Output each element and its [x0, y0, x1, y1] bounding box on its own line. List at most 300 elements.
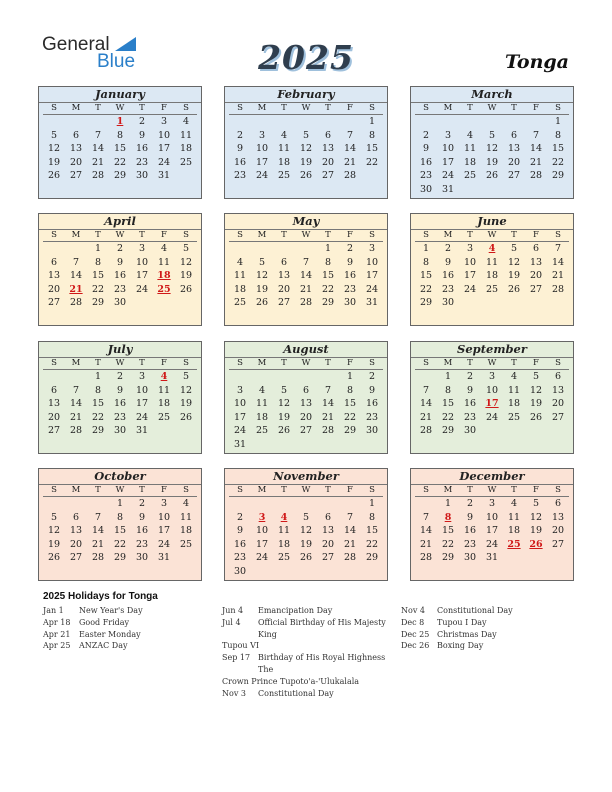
weekday-header: S	[43, 485, 65, 497]
holiday-day: 17	[485, 398, 499, 410]
calendar-day: 19	[507, 270, 521, 282]
calendar-day: 12	[47, 525, 61, 537]
calendar-day: 3	[368, 243, 376, 254]
weekday-header: T	[503, 485, 525, 497]
calendar-day: 22	[321, 283, 335, 295]
calendar-day: 17	[485, 525, 499, 537]
calendar-day: 14	[69, 270, 83, 282]
brand-general-text: General	[42, 34, 110, 55]
calendar-day: 15	[91, 398, 105, 410]
empty-day	[437, 115, 459, 129]
weekday-header: T	[459, 103, 481, 115]
calendar-day: 3	[488, 498, 496, 509]
weekday-header: W	[481, 103, 503, 115]
empty-day	[229, 370, 251, 384]
calendar-day: 23	[135, 156, 149, 168]
weekday-header: M	[437, 485, 459, 497]
calendar-day: 30	[463, 425, 477, 437]
calendar-day: 26	[507, 283, 521, 295]
month-september	[410, 341, 574, 454]
weekday-header: W	[295, 103, 317, 115]
weekday-header: S	[547, 358, 569, 370]
calendar-day: 29	[113, 552, 127, 564]
calendar-day: 29	[365, 552, 379, 564]
weekday-header: T	[317, 103, 339, 115]
calendar-day: 12	[507, 256, 521, 268]
calendar-day: 16	[233, 156, 247, 168]
calendar-day: 23	[233, 552, 247, 564]
weekday-header: S	[229, 103, 251, 115]
month-title: December	[411, 469, 573, 485]
calendar-day: 17	[365, 270, 379, 282]
calendar-day: 19	[179, 270, 193, 282]
calendar-day: 19	[299, 538, 313, 550]
calendar-day: 18	[507, 525, 521, 537]
calendar-day: 27	[47, 297, 61, 309]
calendar-day: 8	[94, 256, 102, 268]
month-title: May	[225, 214, 387, 230]
calendar-day: 29	[441, 425, 455, 437]
calendar-day: 18	[485, 270, 499, 282]
calendar-day: 10	[157, 511, 171, 523]
calendar-day: 21	[91, 538, 105, 550]
calendar-day: 4	[258, 384, 266, 396]
holiday-name: Birthday of His Royal Highness The	[258, 653, 386, 674]
calendar-day: 7	[422, 511, 430, 523]
weekday-header: F	[339, 485, 361, 497]
calendar-day: 4	[466, 129, 474, 141]
calendar-day: 17	[463, 270, 477, 282]
calendar-day: 1	[444, 371, 452, 382]
calendar-day: 5	[50, 511, 58, 523]
calendar-day: 26	[299, 552, 313, 564]
calendar-day: 25	[157, 411, 171, 423]
weekday-header: T	[273, 358, 295, 370]
country-name: Tonga	[504, 51, 569, 73]
calendar-day: 17	[135, 270, 149, 282]
weekday-header: S	[415, 230, 437, 242]
weekday-header: F	[153, 358, 175, 370]
empty-day	[459, 115, 481, 129]
weekday-header: T	[317, 485, 339, 497]
calendar-day: 28	[69, 425, 83, 437]
calendar-day: 21	[343, 538, 357, 550]
holiday-name: Easter Monday	[79, 629, 141, 639]
weekday-header: S	[175, 230, 197, 242]
calendar-day: 19	[299, 156, 313, 168]
calendar-day: 12	[299, 143, 313, 155]
calendar-day: 13	[299, 398, 313, 410]
calendar-day: 13	[551, 511, 565, 523]
weekday-header: F	[153, 103, 175, 115]
calendar-day: 26	[47, 552, 61, 564]
weekday-header: F	[339, 358, 361, 370]
holiday-day: 21	[69, 283, 83, 295]
weekday-header: T	[87, 230, 109, 242]
calendar-day: 13	[321, 143, 335, 155]
calendar-day: 5	[488, 129, 496, 141]
calendar-day: 5	[258, 256, 266, 268]
calendar-day: 24	[463, 283, 477, 295]
empty-day	[251, 242, 273, 256]
weekday-header: T	[503, 230, 525, 242]
calendar-day: 12	[529, 511, 543, 523]
calendar-day: 18	[179, 143, 193, 155]
calendar-day: 25	[179, 156, 193, 168]
holiday-name: Official Birthday of His Majesty King	[258, 617, 386, 639]
weekday-header: S	[361, 358, 383, 370]
calendar-day: 23	[441, 283, 455, 295]
calendar-day: 8	[422, 256, 430, 268]
calendar-day: 3	[236, 384, 244, 396]
calendar-day: 8	[116, 511, 124, 523]
calendar-day: 24	[255, 552, 269, 564]
calendar-day: 8	[116, 129, 124, 141]
calendar-day: 2	[236, 129, 244, 141]
calendar-day: 20	[277, 283, 291, 295]
month-title: January	[39, 87, 201, 103]
calendar-day: 21	[299, 283, 313, 295]
calendar-day: 22	[441, 538, 455, 550]
month-day-grid	[225, 358, 387, 452]
calendar-day: 30	[113, 297, 127, 309]
calendar-day: 28	[529, 170, 543, 182]
calendar-day: 6	[510, 129, 518, 141]
calendar-day: 8	[324, 256, 332, 268]
calendar-day: 22	[365, 156, 379, 168]
weekday-header: M	[437, 358, 459, 370]
month-title: November	[225, 469, 387, 485]
calendar-day: 25	[233, 297, 247, 309]
calendar-day: 14	[419, 398, 433, 410]
calendar-day: 19	[529, 525, 543, 537]
calendar-day: 2	[138, 116, 146, 127]
calendar-day: 14	[419, 525, 433, 537]
holiday-row	[222, 652, 396, 676]
calendar-day: 2	[422, 129, 430, 141]
holiday-row	[222, 605, 396, 617]
calendar-day: 31	[157, 552, 171, 564]
calendar-day: 28	[321, 425, 335, 437]
calendar-day: 3	[138, 371, 146, 382]
calendar-day: 3	[258, 129, 266, 141]
holiday-day: 3	[258, 511, 266, 523]
calendar-day: 25	[507, 411, 521, 423]
calendar-day: 17	[255, 538, 269, 550]
calendar-day: 8	[554, 129, 562, 141]
calendar-day: 18	[277, 538, 291, 550]
calendar-day: 6	[72, 511, 80, 523]
calendar-day: 4	[236, 256, 244, 268]
calendar-day: 2	[116, 371, 124, 382]
empty-day	[65, 242, 87, 256]
holiday-date: Jun 4	[222, 606, 244, 615]
weekday-header: M	[65, 103, 87, 115]
weekday-header: S	[43, 230, 65, 242]
calendar-day: 8	[444, 384, 452, 396]
calendar-day: 10	[255, 525, 269, 537]
empty-day	[43, 497, 65, 511]
calendar-day: 15	[419, 270, 433, 282]
calendar-day: 6	[324, 129, 332, 141]
calendar-day: 4	[280, 129, 288, 141]
calendar-day: 2	[116, 243, 124, 254]
weekday-header: M	[251, 485, 273, 497]
calendar-day: 22	[91, 283, 105, 295]
weekday-header: W	[481, 485, 503, 497]
weekday-header: S	[175, 358, 197, 370]
calendar-day: 23	[343, 283, 357, 295]
calendar-day: 24	[135, 411, 149, 423]
calendar-day: 3	[444, 129, 452, 141]
calendar-day: 5	[302, 129, 310, 141]
month-title: July	[39, 342, 201, 358]
calendar-day: 26	[255, 297, 269, 309]
holiday-name: Constitutional Day	[258, 688, 334, 698]
calendar-day: 20	[529, 270, 543, 282]
holiday-row	[43, 617, 217, 629]
calendar-day: 2	[368, 371, 376, 382]
holiday-date: Jan 1	[43, 606, 64, 615]
calendar-day: 7	[346, 129, 354, 141]
holiday-name: New Year's Day	[79, 606, 143, 615]
page-title-year: 2025	[258, 38, 354, 77]
weekday-header: T	[131, 230, 153, 242]
calendar-day: 22	[113, 538, 127, 550]
holiday-date: Apr 18	[43, 617, 71, 627]
calendar-day: 24	[365, 283, 379, 295]
calendar-day: 6	[554, 371, 562, 382]
calendar-day: 24	[255, 170, 269, 182]
calendar-day: 18	[463, 156, 477, 168]
calendar-day: 4	[510, 498, 518, 509]
holiday-date: Dec 26	[401, 641, 430, 651]
calendar-day: 25	[277, 170, 291, 182]
calendar-day: 31	[441, 183, 455, 195]
calendar-day: 7	[324, 384, 332, 396]
calendar-day: 3	[466, 243, 474, 254]
calendar-day: 19	[47, 156, 61, 168]
calendar-day: 6	[72, 129, 80, 141]
month-november	[224, 468, 388, 581]
calendar-day: 7	[94, 129, 102, 141]
calendar-day: 8	[94, 384, 102, 396]
calendar-day: 19	[485, 156, 499, 168]
calendar-day: 29	[321, 297, 335, 309]
calendar-day: 5	[532, 371, 540, 382]
calendar-day: 3	[488, 371, 496, 382]
calendar-day: 15	[113, 525, 127, 537]
calendar-day: 1	[324, 243, 332, 254]
empty-day	[273, 497, 295, 511]
calendar-day: 17	[135, 398, 149, 410]
empty-day	[317, 497, 339, 511]
weekday-header: F	[525, 485, 547, 497]
empty-day	[273, 370, 295, 384]
month-day-grid	[411, 230, 573, 310]
calendar-day: 11	[485, 256, 499, 268]
calendar-day: 30	[463, 552, 477, 564]
weekday-header: T	[87, 358, 109, 370]
calendar-day: 28	[419, 552, 433, 564]
holiday-column	[43, 605, 217, 652]
holiday-date: Sep 17	[222, 653, 251, 663]
calendar-day: 28	[299, 297, 313, 309]
empty-day	[87, 115, 109, 129]
empty-day	[229, 497, 251, 511]
month-day-grid	[411, 358, 573, 438]
calendar-day: 13	[69, 525, 83, 537]
weekday-header: T	[317, 358, 339, 370]
calendar-day: 16	[233, 538, 247, 550]
calendar-day: 13	[47, 398, 61, 410]
holidays-title: 2025 Holidays for Tonga	[43, 591, 158, 602]
holiday-day: 8	[444, 511, 452, 523]
weekday-header: S	[361, 103, 383, 115]
calendar-day: 13	[47, 270, 61, 282]
calendar-day: 21	[91, 156, 105, 168]
calendar-day: 2	[236, 511, 244, 523]
weekday-header: S	[43, 358, 65, 370]
calendar-day: 7	[422, 384, 430, 396]
weekday-header: W	[109, 103, 131, 115]
holiday-name: Emancipation Day	[258, 606, 333, 615]
empty-day	[415, 497, 437, 511]
month-title: August	[225, 342, 387, 358]
calendar-day: 5	[510, 243, 518, 254]
weekday-header: F	[525, 358, 547, 370]
weekday-header: T	[273, 230, 295, 242]
calendar-day: 28	[91, 552, 105, 564]
calendar-day: 4	[510, 371, 518, 382]
calendar-day: 30	[419, 183, 433, 195]
calendar-day: 27	[69, 170, 83, 182]
holiday-date: Jul 4	[222, 617, 241, 627]
calendar-day: 1	[346, 371, 354, 382]
empty-day	[295, 242, 317, 256]
calendar-day: 7	[72, 384, 80, 396]
calendar-day: 5	[302, 511, 310, 523]
holiday-row	[43, 629, 217, 641]
month-december	[410, 468, 574, 581]
calendar-day: 23	[113, 411, 127, 423]
calendar-day: 27	[529, 283, 543, 295]
month-day-grid	[39, 358, 201, 438]
holiday-date: Apr 21	[43, 629, 71, 639]
calendar-day: 20	[321, 156, 335, 168]
calendar-day: 14	[321, 398, 335, 410]
holiday-date: Nov 4	[401, 606, 425, 615]
calendar-day: 29	[91, 425, 105, 437]
calendar-day: 11	[157, 256, 171, 268]
empty-day	[65, 115, 87, 129]
empty-day	[273, 115, 295, 129]
calendar-day: 24	[233, 425, 247, 437]
calendar-day: 21	[529, 156, 543, 168]
calendar-day: 29	[441, 552, 455, 564]
month-june	[410, 213, 574, 326]
calendar-day: 9	[444, 256, 452, 268]
holiday-date: Apr 25	[43, 641, 71, 651]
empty-day	[43, 370, 65, 384]
calendar-day: 22	[419, 283, 433, 295]
calendar-day: 28	[69, 297, 83, 309]
month-august	[224, 341, 388, 454]
calendar-day: 23	[233, 170, 247, 182]
calendar-day: 12	[179, 384, 193, 396]
calendar-day: 20	[551, 398, 565, 410]
month-october	[38, 468, 202, 581]
weekday-header: S	[175, 485, 197, 497]
calendar-day: 18	[179, 525, 193, 537]
holiday-date: Dec 8	[401, 617, 425, 627]
calendar-day: 19	[529, 398, 543, 410]
calendar-day: 14	[91, 143, 105, 155]
holiday-name-continuation: Crown Prince Tupoto'a-'Ulukalala	[222, 676, 360, 686]
calendar-day: 21	[321, 411, 335, 423]
calendar-day: 25	[485, 283, 499, 295]
calendar-day: 9	[236, 525, 244, 537]
calendar-day: 20	[321, 538, 335, 550]
calendar-day: 11	[233, 270, 247, 282]
calendar-day: 19	[47, 538, 61, 550]
calendar-day: 21	[419, 538, 433, 550]
holiday-day: 4	[488, 243, 496, 254]
calendar-day: 9	[138, 129, 146, 141]
calendar-day: 24	[157, 538, 171, 550]
weekday-header: M	[65, 358, 87, 370]
month-day-grid	[39, 230, 201, 310]
weekday-header: W	[481, 358, 503, 370]
calendar-day: 11	[255, 398, 269, 410]
calendar-day: 1	[554, 116, 562, 127]
weekday-header: F	[525, 230, 547, 242]
calendar-day: 2	[138, 498, 146, 509]
weekday-header: T	[273, 485, 295, 497]
calendar-day: 27	[551, 411, 565, 423]
empty-day	[65, 497, 87, 511]
calendar-day: 30	[135, 170, 149, 182]
calendar-day: 21	[343, 156, 357, 168]
calendar-day: 27	[321, 170, 335, 182]
weekday-header: T	[459, 485, 481, 497]
calendar-day: 20	[507, 156, 521, 168]
calendar-day: 4	[160, 243, 168, 254]
weekday-header: S	[175, 103, 197, 115]
calendar-day: 12	[299, 525, 313, 537]
calendar-day: 11	[179, 511, 193, 523]
calendar-day: 16	[113, 270, 127, 282]
calendar-day: 16	[463, 525, 477, 537]
calendar-day: 9	[236, 143, 244, 155]
holiday-name: ANZAC Day	[79, 641, 128, 651]
weekday-header: M	[437, 230, 459, 242]
calendar-day: 14	[529, 143, 543, 155]
calendar-day: 26	[179, 411, 193, 423]
calendar-day: 30	[441, 297, 455, 309]
calendar-day: 25	[179, 538, 193, 550]
month-day-grid	[225, 103, 387, 183]
month-day-grid	[225, 485, 387, 579]
calendar-day: 19	[255, 283, 269, 295]
calendar-day: 6	[302, 384, 310, 396]
calendar-day: 13	[529, 256, 543, 268]
weekday-header: M	[251, 103, 273, 115]
calendar-day: 27	[321, 552, 335, 564]
holiday-day: 25	[507, 538, 521, 550]
empty-day	[87, 497, 109, 511]
month-april	[38, 213, 202, 326]
